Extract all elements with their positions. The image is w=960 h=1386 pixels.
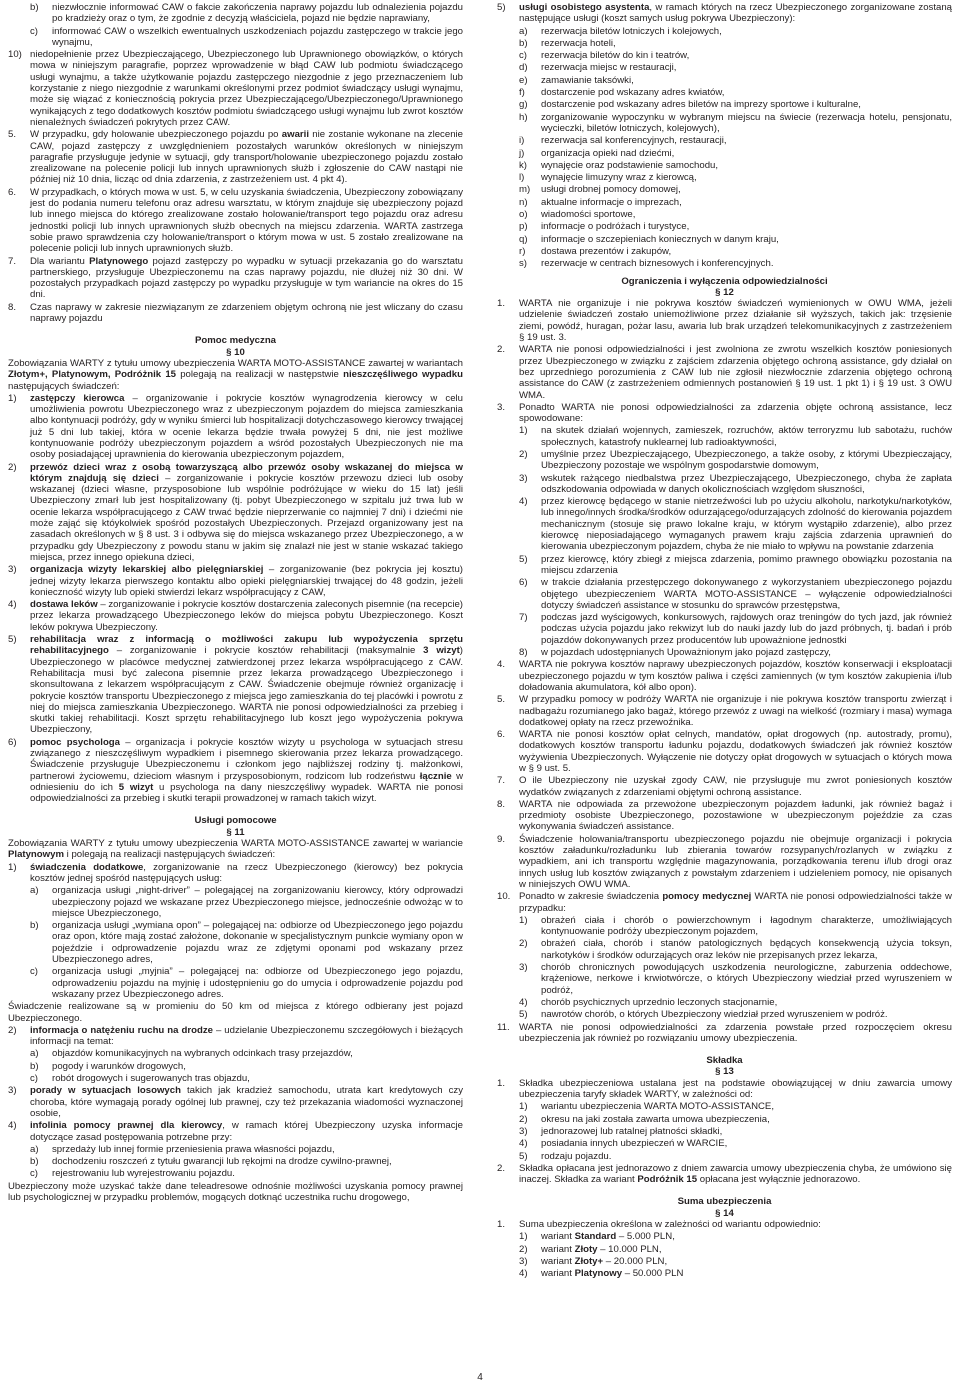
list-item: 1. WARTA nie organizuje i nie pokrywa kosztów świadczeń wymienionych w OWU WMA, jeżeli udzielenie świadczeń zostało uniemożliwione przez działanie sił wyższych, takich jak: trzęsienie ziemi, powódź, huragan, pożar lasu, awaria lub brak urządzeń telekomunikacyjnych z zastrzeżeniem § 19 ust. 3. xyxy=(497,298,952,344)
list-item: 1) zastępczy kierowca – organizowanie i pokrycie kosztów wynagrodzenia kierowcy w celu umożliwienia powrotu Ubezpieczonego wraz z ubezpieczonym pojazdem do miejsca zamieszkania albo kontynuacji podróży, gdy w wyniku śmierci lub hospitalizacji dotychczasowego kierowcy trwającej już 5 dni lub takiej, która w ocenie lekarza będzie trwała powyżej 5 dni, nie jest możliwe kontynuowanie podróży ubezpieczonym pojazdem a wśród pozostałych Ubezpieczonych nie ma osoby posiadającej uprawnienia do kierowania ubezpieczonym pojazdem, xyxy=(8,392,463,461)
list-item: 3. Ponadto WARTA nie ponosi odpowiedzialności za zdarzenia objęte ochroną assistance, lecz spowodowane: xyxy=(497,401,952,425)
list-item: m) usługi drobnej pomocy domowej, xyxy=(519,184,681,196)
list-item: 1. Suma ubezpieczenia określona w zależności od wariantu odpowiednio: xyxy=(497,1218,821,1230)
list-item: 4) przez kierowcę będącego w stanie nietrzeźwości lub po użyciu alkoholu, narkotyku/narkotyków, lub innego/innych środka/środków odurzającego/odurzających zdolność do kierowania pojazdem mechanicznym (stosuje się prawo lokalne kraju, w którym wystąpiło zdarzenie), albo przez kierowcę nieposiadającego wymaganych prawem kraju zajścia zdarzenia uprawnień do kierowania ubezpieczonym pojazdem, chyba że nie miało to wpływu na powstanie zdarzenia xyxy=(519,496,952,553)
paragraph-5: 5. W przypadku, gdy holowanie ubezpieczonego pojazdu po awarii nie zostanie wykonane na zlecenie CAW, pojazd zastępczy z uwzględnieniem pozostałych warunków określonych w niniejszym paragrafie przysługuje jedynie w sytuacji, gdy transport/holowanie ubezpieczonego pojazdu zostało zrealizowane na polecenie policji lub innych uprawnionych służb i zgłoszenie do CAW nastąpi nie później niż 10 dnia, licząc od dnia zdarzenia, z zastrzeżeniem ust. 4 pkt 4). xyxy=(8,129,463,186)
list-item: 4) dostawa leków – zorganizowanie i pokrycie kosztów dostarczenia zaleconych pisemnie (na recepcie) przez lekarza prowadzącego Ubezpieczonego leków do miejsca pobytu Ubezpieczonego. Koszt leków pokrywa Ubezpieczony. xyxy=(8,599,463,633)
list-item: 8) w pojazdach udostępnianych Upoważnionym jako pojazd zastępczy, xyxy=(519,647,831,659)
list-item: 1) wariant Standard – 5.000 PLN, xyxy=(519,1231,675,1243)
section-intro: Zobowiązania WARTY z tytułu umowy ubezpieczenia WARTA MOTO-ASSISTANCE zawartej w wariancie Platynowym i polegają na realizacji następujących świadczeń: xyxy=(8,838,463,861)
list-item: 3) wariant Złoty+ – 20.000 PLN, xyxy=(519,1255,668,1267)
list-item: h) zorganizowanie wypoczynku w wybranym miejscu na świecie (rezerwacja hotelu, pensjonatu, wycieczki, biletów lotniczych, kolejowych), xyxy=(519,111,952,134)
medical-exclusions-list xyxy=(497,915,952,1021)
list-item: 4) wariant Platynowy – 50.000 PLN xyxy=(519,1268,684,1280)
list-item: d) rezerwacja miejsc w restauracji, xyxy=(519,62,677,74)
list-item: n) aktualne informacje o imprezach, xyxy=(519,196,682,208)
list-item: a) objazdów komunikacyjnych na wybranych odcinkach trasy przejazdów, xyxy=(30,1048,353,1060)
assistant-services-list xyxy=(497,26,952,270)
list-item: 5) rodzaju pojazdu. xyxy=(519,1150,612,1162)
section-number: § 10 xyxy=(226,346,245,358)
list-item: 2) wariant Złoty – 10.000 PLN, xyxy=(519,1243,662,1255)
list-item: l) wynajęcie limuzyny wraz z kierowcą, xyxy=(519,172,697,184)
right-column xyxy=(497,2,952,1280)
section-number: § 13 xyxy=(715,1066,734,1078)
list-item: k) wynajęcie oraz podstawienie samochodu, xyxy=(519,159,719,171)
list-item: 1. Składka ubezpieczeniowa ustalana jest na podstawie obowiązującej w dniu zawarcia umowy ubezpieczenia taryfy składek WARTY, w zależności od: xyxy=(497,1077,952,1101)
list-item: 1) wariantu ubezpieczenia WARTA MOTO-ASSISTANCE, xyxy=(519,1101,774,1113)
list-item: g) dostarczenie pod wskazany adres biletów na imprezy sportowe i kulturalne, xyxy=(519,99,861,111)
list-item: b) niezwłocznie informować CAW o fakcie zakończenia naprawy pojazdu lub odnalezienia pojazdu po kradzieży oraz o tym, że zgodnie z decyzją właściciela, pojazd nie będzie naprawiany, xyxy=(30,2,463,25)
list-item: 2) obrażeń ciała, chorób i stanów patologicznych będących konsekwencją użycia toksyn, narkotyków i środków odurzających oraz leków nie przepisanych przez lekarza, xyxy=(519,938,952,961)
sum-insured-list xyxy=(497,1231,952,1279)
list-item: 4) chorób psychicznych uprzednio leczonych stacjonarnie, xyxy=(519,996,778,1008)
list-item: 1) obrażeń ciała i chorób o powierzchownym i łagodnym charakterze, umożliwiających kontynuowanie podróży ubezpieczonym pojazdem, xyxy=(519,914,952,938)
section-intro: Zobowiązania WARTY z tytułu umowy ubezpieczenia WARTA MOTO-ASSISTANCE zawartej w wariantach Złotym+, Platynowym, Podróżnik 15 polegają na realizacji w następstwie nieszczęśliwego wypadku następujących świadczeń: xyxy=(8,357,463,392)
list-item: 8. WARTA nie odpowiada za przewożone ubezpieczonym pojazdem ładunki, jak również bagaż i przedmioty osobiste Ubezpieczonego, pozostawione w ubezpieczonym pojeździe za czas wykonywania świadczeń assistance. xyxy=(497,798,952,833)
list-item: 5) przez kierowcę, który zbiegł z miejsca zdarzenia, pomimo prawnego obowiązku pozostania na miejscu zdarzenia xyxy=(519,553,952,576)
list-item: b) pogody i warunków drogowych, xyxy=(30,1060,186,1072)
list-item: 5) rehabilitacja wraz z informacją o możliwości zakupu lub wypożyczenia sprzętu rehabilitacyjnego – zorganizowanie i pokrycie kosztów rehabilitacji (maksymalnie 3 wizyt) Ubezpieczonego w placówce medycznej zatwierdzonej przez lekarza współpracującego z CAW. Rehabilitacja musi być zalecona pisemnie przez lekarza prowadzącego Ubezpieczonego i skonsultowana z lekarzem współpracującym z CAW. Świadczenie obejmuje również organizację i pokrycie kosztów transportu Ubezpieczonego z miejsca jego zamieszkania do tej placówki i powrotu z niej do miejsca zamieszkania Ubezpieczonego. WARTA nie ponosi odpowiedzialności za przebieg i skutki takiej rehabilitacji. Koszt sprzętu rehabilitacyjnego lub koszt jego wypożyczenia pokrywa Ubezpieczony, xyxy=(8,634,463,736)
list-item: 5) usługi osobistego asystenta, w ramach których na rzecz Ubezpieczonego zorganizowane zostaną następujące usługi (koszt samych usług pokrywa Ubezpieczony): xyxy=(497,2,952,25)
list-item: 2) przewóz dzieci wraz z osobą towarzyszącą albo przewóz osoby wskazanej do miejsca w którym znajdują się dzieci – zorganizowanie i pokrycie kosztów przewozu dzieci lub osoby wskazanej (dzieci własne, przysposobione lub wspólnie podróżujące w wieku do 15 lat) jeśli Ubezpieczony zmarł lub jest hospitalizowany (tj. pobyt Ubezpieczonego w szpitalu już trwa lub w ocenie lekarza współpracującego z CAW trwać będzie nieprzerwanie co najmniej 7 dni) i dziećmi nie może zająć się któykolwiek spośród pozostałych Ubezpieczonych. Przejazd organizowany jest na zasadach określonych w § 8 ust. 3 i odbywa się do miejsca wskazanego przez Ubezpieczonego, a w przypadku gdy Ubezpieczony z powodu stanu w jakim się znalazł nie jest w stanie wskazać takiego miejsca, przez innego opiekuna dzieci, xyxy=(8,461,463,563)
section-title: Ograniczenia i wyłączenia odpowiedzialności xyxy=(621,275,828,287)
list-item: r) dostawa prezentów i zakupów, xyxy=(519,245,672,257)
list-item: 4) posiadania innych ubezpieczeń w WARCIE, xyxy=(519,1138,728,1150)
list-item: c) rejestrowaniu lub wyrejestrowaniu pojazdu. xyxy=(30,1168,235,1180)
paragraph-8: 8. Czas naprawy w zakresie niezwiązanym ze zdarzeniem objętym ochroną nie jest wliczany do czasu naprawy pojazdu xyxy=(8,301,463,325)
list-item: 6. WARTA nie ponosi kosztów opłat celnych, mandatów, opłat drogowych (np. autostrady, promu), dodatkowych kosztów transportu ładunku pojazdu, dodatkowych świadczeń jak również kosztów wyżywienia Ubezpieczonych. Wyłączenie nie dotyczy opłat drogowych w sytuacjach o których mowa w § 9 ust. 5. xyxy=(497,729,952,774)
list-item: p) informacje o podróżach i turystyce, xyxy=(519,221,690,233)
list-item: f) dostarczenie pod wskazany adres kwiatów, xyxy=(519,87,725,99)
list-item: e) zamawianie taksówki, xyxy=(519,74,634,86)
list-item: 4. WARTA nie pokrywa kosztów naprawy ubezpieczonych pojazdów, kosztów konserwacji i eksploatacji ubezpieczonego pojazdu w tym kosztów paliwa i części zamiennych (w tym kosztów zakupienia i/lub doładowania akumulatora, kół albo opon). xyxy=(497,659,952,693)
exclusions-list xyxy=(497,425,952,658)
list-item: 3) porady w sytuacjach losowych takich jak kradzież samochodu, utrata kart kredytowych czy choroba, które wymagają porady ogólnej lub prawnej, czy też przekazania wiadomości wyznaczonej osobie, xyxy=(8,1085,463,1119)
section-title: Składka xyxy=(706,1055,743,1067)
list-item: 7. O ile Ubezpieczony nie uzyskał zgody CAW, nie przysługuje mu zwrot poniesionych kosztów wydatków związanych z zdarzeniami objętymi ochroną assistance. xyxy=(497,775,952,798)
list-item: 6) w trakcie działania przestępczego dokonywanego z wykorzystaniem ubezpieczonego pojazdu objętego ubezpieczeniem WARTA MOTO-ASSISTANCE – wyłączenie odpowiedzialności dotyczy świadczeń assistance w stosunku do sprawców przestępstwa, xyxy=(519,577,952,611)
list-item: b) rezerwacja hoteli, xyxy=(519,37,616,49)
section-number: § 11 xyxy=(226,826,245,838)
paragraph-7: 7. Dla wariantu Platynowego pojazd zastępczy po wypadku w sytuacji przekazania go do warsztatu partnerskiego, przysługuje Ubezpieczonemu na czas naprawy pojazdu, nie dłużej niż 30 dni. W pozostałych przypadkach pojazd zastępczy po wypadku przysługuje w tym wariancie na okres do 15 dni. xyxy=(8,255,463,301)
list-item: j) organizacja opieki nad dziećmi, xyxy=(519,147,675,159)
list-item: c) rezerwacja biletów do kin i teatrów, xyxy=(519,50,690,62)
list-item: 2) okresu na jaki została zawarta umowa ubezpieczenia, xyxy=(519,1113,770,1125)
page-number: 4 xyxy=(477,1372,483,1383)
list-item: 1) świadczenia dodatkowe, zorganizowanie na rzecz Ubezpieczonego (kierowcy) bez pokrycia kosztów jednej spośród następujących usług: xyxy=(8,861,463,884)
left-column xyxy=(8,2,463,1204)
list-item: c) organizacja usługi „myjnia” – polegającej na: odbiorze od Ubezpieczonego jego pojazdu, odprowadzeniu pojazdu na myjnię i udostępnieniu go do umycia i odprowadzenie pojazdu pod wskazany przez Ubezpieczonego adres. xyxy=(30,966,463,1000)
list-item: 2) umyślnie przez Ubezpieczającego, Ubezpieczonego, a także osoby, z którymi Ubezpieczający, Ubezpieczony pozostaje we wspólnym gospodarstwie domowym, xyxy=(519,448,952,472)
paragraph-6: 6. W przypadkach, o których mowa w ust. 5, w celu uzyskania świadczenia, Ubezpieczony zobowiązany jest do podania numeru telefonu oraz adresu warsztatu, w którym znajduje się ubezpieczony pojazd lub innego miejsca do którego zrealizowane zostało holowanie/transport tego pojazdu oraz adresu jednostki policji lub innych uprawnionych służb obecnych na miejscu zdarzenia. WARTA zastrzega sobie prawo sprawdzenia czy holowanie/transport o którym mowa w ust. 5 zostało zrealizowane na polecenie policji lub innych uprawnionych służb. xyxy=(8,186,463,255)
list-item: 3) wskutek rażącego niedbalstwa przez Ubezpieczającego, Ubezpieczonego, chyba że zapłata odszkodowania odpowiada w danych okolicznościach względom słuszności, xyxy=(519,472,952,495)
list-item: 2. Składka opłacana jest jednorazowo z dniem zawarcia umowy ubezpieczenia chyba, że umówiono się inaczej. Składka za wariant Podróżnik 15 opłacana jest wyłącznie jednorazowo. xyxy=(497,1162,952,1186)
paragraph-10: 10) niedopełnienie przez Ubezpieczającego, Ubezpieczonego lub Uprawnionego obowiązków, o których mowa w niniejszym paragrafie, poprzez wprowadzenie w błąd CAW lub podmiotu świadczącego usługi wynajmu, a także użytkowanie pojazdu zastępczego niezgodnie z jego przeznaczeniem lub korzystanie z niego niezgodnie z warunkami określonymi przez podmiot świadczący usługi wynajmu, może się wiązać z koniecznością pokrycia przez Ubezpieczającego/Ubezpieczonego/Uprawnionego wynikających z tego dodatkowych kosztów podmiotu świadczącego usługi wynajmu lub zwrot kosztów nienależnych świadczeń pokrytych przez CAW. xyxy=(8,49,463,128)
list-item: 2) informacja o natężeniu ruchu na drodze – udzielanie Ubezpieczonemu szczegółowych i bieżących informacji na temat: xyxy=(8,1024,463,1048)
list-item: a) rezerwacja biletów lotniczych i kolejowych, xyxy=(519,25,722,37)
list-item: c) robót drogowych i sugerowanych tras objazdu, xyxy=(30,1073,250,1085)
list-item: 3) jednorazowej lub ratalnej płatności składki, xyxy=(519,1125,723,1137)
section-title: Pomoc medyczna xyxy=(194,335,277,347)
list-item: q) informacje o szczepieniach koniecznych w danym kraju, xyxy=(519,233,779,245)
list-item: i) rezerwacja sal konferencyjnych, restauracji, xyxy=(519,135,727,147)
list-item: 5. W przypadku pomocy w podróży WARTA nie organizuje i nie pokrywa kosztów transportu zwierząt i nadbagażu rozumianego jako bagaż, którego przewóz z uwagi na wielkość (rozmiary i masa) wymaga dodatkowej opłaty na rzecz przewoźnika. xyxy=(497,694,952,728)
section-title: Usługi pomocowe xyxy=(194,815,277,827)
list-item: 11. WARTA nie ponosi odpowiedzialności za zdarzenia powstałe przed rozpoczęciem okresu ubezpieczenia jak również po rozwiązaniu umowy ubezpieczenia. xyxy=(497,1021,952,1044)
list-item: 4) infolinia pomocy prawnej dla kierowcy, w ramach której Ubezpieczony uzyska informacje dotyczące zasad postępowania potrzebne przy: xyxy=(8,1120,463,1143)
section-title: Suma ubezpieczenia xyxy=(677,1196,772,1208)
list-item: 7) podczas jazd wyścigowych, konkursowych, rajdowych oraz treningów do tych jazd, jak również podczas użycia pojazdu jako rekwizyt lub do nauki jazdy lub do jazd próbnych, tj. badań i prób pojazdów dokonywanych przez producentów lub upoważnione jednostki xyxy=(519,612,952,646)
list-item: 2. WARTA nie ponosi odpowiedzialności i jest zwolniona ze zwrotu wszelkich kosztów poniesionych przez Ubezpieczonego w związku z zajściem zdarzenia objętego ochroną assistance, gdy działał on bez uprzedniego porozumienia z CAW lub nie zgłosił niezwłocznie zdarzenia objętego ochroną assistance do CAW (z zastrzeżeniem odmiennych postanowień § 19 ust. 1 pkt 1) i § 19 ust. 3 OWU WMA. xyxy=(497,344,952,401)
list-item: 9. Świadczenie holowania/transportu ubezpieczonego pojazdu nie obejmuje organizacji i pokrycia kosztów załadunku/rozładunku lub zbierania towarów rozsypanych/rozlanych w związku z wypadkiem, ani ich transportu względnie magazynowania, porządkowania terenu i/lub drogi oraz innych usług lub kosztów związanych z powstałym zdarzeniem i udzieleniem pomocy, nie opisanych w niniejszych OWU WMA. xyxy=(497,833,952,890)
list-item: c) informować CAW o wszelkich ewentualnych uszkodzeniach pojazdu zastępczego w trakcie jego wynajmu, xyxy=(30,25,463,48)
list-item: 10. Ponadto w zakresie świadczenia pomocy medycznej WARTA nie ponosi odpowiedzialności także w przypadku: xyxy=(497,891,952,914)
list-item: 6) pomoc psychologa – organizacja i pokrycie kosztów wizyty u psychologa w sytuacjach stresu związanego z nieszczęśliwym wypadkiem i pisemnego skierowania przez lekarza prowadzącego. Świadczenie przysługuje Ubezpieczonemu i członkom jego najbliższej rodziny tj. małżonkowi, partnerowi życiowemu, dzieciom własnym i przysposobionym, rodzicom lub rodzeństwu łącznie w odniesieniu do ich 5 wizyt u psychologa na dany nieszczęśliwy wypadek. WARTA nie ponosi odpowiedzialności za przebieg i skutki terapii prowadzonej w ramach takich wizyt. xyxy=(8,736,464,805)
note: Ubezpieczony może uzyskać także dane teleadresowe odnośnie możliwości uzyskania pomocy prawnej lub psychologicznej w przypadku problemów, mogących dotknąć uczestnika ruchu drogowego, xyxy=(8,1180,463,1203)
premium-factors-list xyxy=(497,1101,952,1161)
list-item: 3) chorób chronicznych powodujących uszkodzenia neurologiczne, zaburzenia oddechowe, krążeniowe, nerkowe i krwiotwórcze, o których Ubezpieczony wiedział przed wyruszeniem w podróż, xyxy=(519,962,952,996)
list-item: s) rezerwacje w centrach biznesowych i konferencyjnych. xyxy=(519,258,774,270)
list-item: b) dochodzeniu roszczeń z tytułu gwarancji lub rękojmi na drodze cywilno-prawnej, xyxy=(30,1156,392,1168)
list-item: a) organizacja usługi „night-driver” – polegającej na zorganizowaniu kierowcy, który odprowadzi ubezpieczony pojazd we wskazane przez Ubezpieczonego miejsce, jednocześnie odwożąc w to miejsce Ubezpieczonego, xyxy=(30,885,463,919)
section-number: § 12 xyxy=(715,286,734,298)
note: Świadczenie realizowane są w promieniu do 50 km od miejsca z którego odbierany jest pojazd Ubezpieczonego. xyxy=(8,1001,463,1024)
list-item: b) organizacja usługi „wymiana opon” – polegającej na: odbiorze od Ubezpieczonego jego pojazdu oraz opon, które mają zostać założone, dokonanie w specjalistycznym punkcie wymiany opon w pojeździe i odprowadzenie pojazdu wraz ze zdjętymi oponami pod wskazany przez Ubezpieczonego adres, xyxy=(30,920,463,966)
list-item: 5) nawrotów chorób, o których Ubezpieczony wiedział przed wyruszeniem w podróż. xyxy=(519,1009,888,1021)
list-item: o) wiadomości sportowe, xyxy=(519,209,636,221)
list-item: a) sprzedaży lub innej formie przeniesienia prawa własności pojazdu, xyxy=(30,1143,335,1155)
list-item: 3) organizacja wizyty lekarskiej albo pielęgniarskiej – zorganizowanie (bez pokrycia jej kosztu) jednej wizyty lekarza pierwszego kontaktu albo opieki pielęgniarskiej trwającej do 48 godzin, jeżeli konieczność wizyty lub opieki stwierdzi lekarz współpracujący z CAW, xyxy=(8,564,463,598)
section-number: § 14 xyxy=(715,1207,734,1219)
list-item: 1) na skutek działań wojennych, zamieszek, rozruchów, aktów terroryzmu lub sabotażu, ruchów społecznych, katastrofy nuklearnej lub radioaktywności, xyxy=(519,425,952,448)
